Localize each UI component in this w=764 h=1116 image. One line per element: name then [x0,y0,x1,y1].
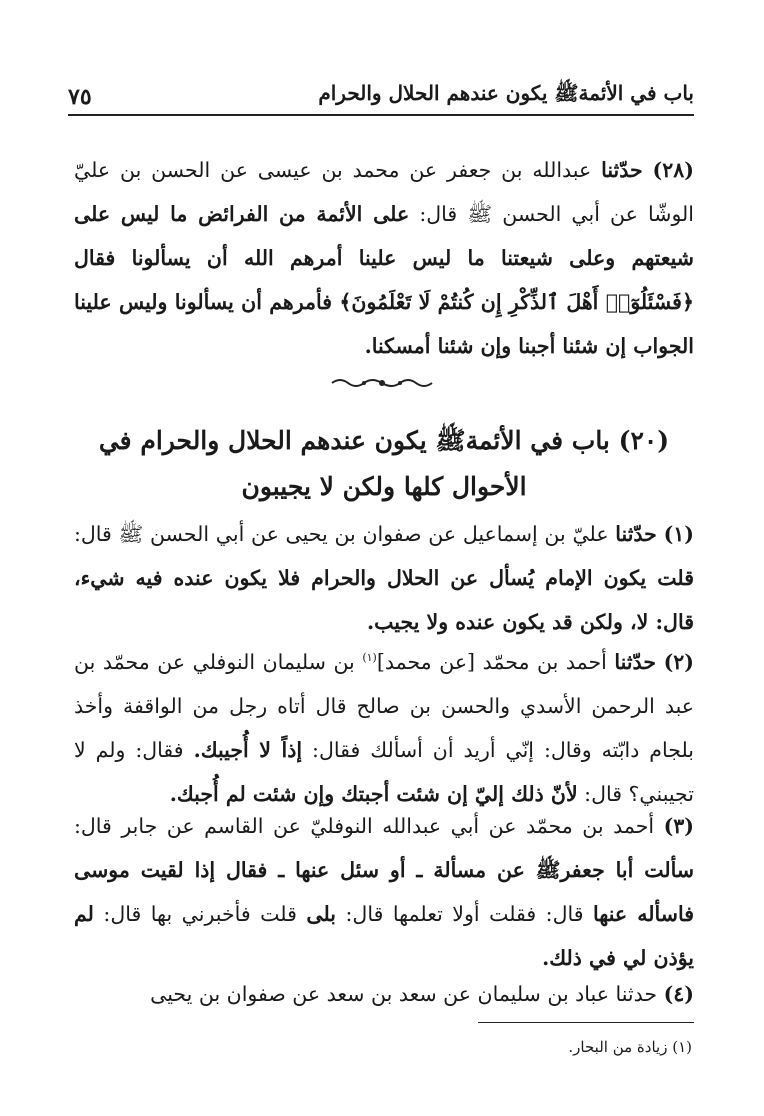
narration-chain: عبدالله بن جعفر عن محمد بن عيسى عن الحسن بن عليّ الوشّا عن أبي الحسن ﷺ قال: [74,158,694,226]
hadith-number: (٤) [663,982,694,1006]
hadith-2 [74,636,694,816]
footnote: (١) زيادة من البحار. [568,1038,692,1056]
running-header [68,78,694,116]
narration-text: فقال: ولم لا تجيبني؟ قال: [74,737,694,806]
hadith-1 [74,512,694,644]
hadith-quote-2: بلى [306,902,336,926]
hadith-3 [74,804,694,980]
narration-text-2: قلت فأخبرني بها قال: [103,902,297,926]
hadith-28 [74,148,694,368]
chapter-heading [74,418,694,510]
ornament-divider [330,376,434,390]
footnote-rule [478,1022,694,1023]
hadith-number: (٢) [663,649,694,674]
header-title: باب في الأئمةﷺ يكون عندهم الحلال والحرام [318,81,694,105]
hadith-quote: على الأئمة من الفرائض ما ليس على شيعتهم وعلى شيعتنا ما ليس علينا أمرهم الله أن يسألونا فقال ﴿فَسْئَلُوٓا۟ أَهْلَ ٱلذِّكْرِ إِن كُنتُمْ لَا تَعْلَمُونَ﴾ فأمرهم أن يسألونا وليس علينا الجواب إن شئنا أجبنا وإن شئنا أمسكنا. [74,202,694,358]
narration-lead: حدّثنا [615,522,657,546]
hadith-number: (٢٨) [652,158,694,182]
narration-chain-cont: بن سليمان النوفلي عن محمّد بن عبد الرحمن الأسدي والحسن بن صالح قال أتاه رجل من الواقفة وأخذ بلجام دابّته وقال: إنّي أريد أن أسألك فقال: [74,649,694,762]
narration-chain: أحمد بن محمّد عن أبي عبدالله النوفليّ عن القاسم عن جابر قال: [74,814,655,838]
narration-lead: حدّثنا [601,158,643,182]
hadith-number: (١) [663,522,694,546]
hadith-number: (٣) [663,814,694,838]
narration-chain: حدثنا عباد بن سليمان عن سعد بن سعد عن صفوان بن يحيى [150,982,658,1006]
chapter-heading-line2: الأحوال كلها ولكن لا يجيبون [241,472,527,501]
hadith-quote-2: لأنّ ذلك إليّ إن شئت أجبتك وإن شئت لم أُجبك. [169,781,578,806]
narration-text: قال: فقلت أولا تعلمها قال: [345,902,584,926]
narration-chain: عليّ بن إسماعيل عن صفوان بن يحيى عن أبي الحسن ﷺ قال: [74,522,609,546]
page-number: ٧٥ [68,84,92,110]
hadith-quote: سألت أبا جعفرﷺ عن مسألة ـ أو سئل عنها ـ فقال إذا لقيت موسى فاسأله عنها [74,858,694,926]
hadith-quote: إذاً لا أُجيبك. [193,737,303,762]
hadith-4 [74,972,694,1016]
hadith-quote-3: لم يؤذن لي في ذلك. [74,902,694,970]
hadith-quote: قلت يكون الإمام يُسأل عن الحلال والحرام فلا يكون عنده فيه شيء، قال: لا، ولكن قد يكون عنده ولا يجيب. [74,566,694,634]
narration-chain: أحمد بن محمّد [عن محمد] [376,649,607,674]
narration-lead: حدّثنا [614,649,656,674]
chapter-heading-line1: (٢٠) باب في الأئمةﷺ يكون عندهم الحلال والحرام في [98,426,670,455]
footnote-marker: (١) [362,651,377,664]
